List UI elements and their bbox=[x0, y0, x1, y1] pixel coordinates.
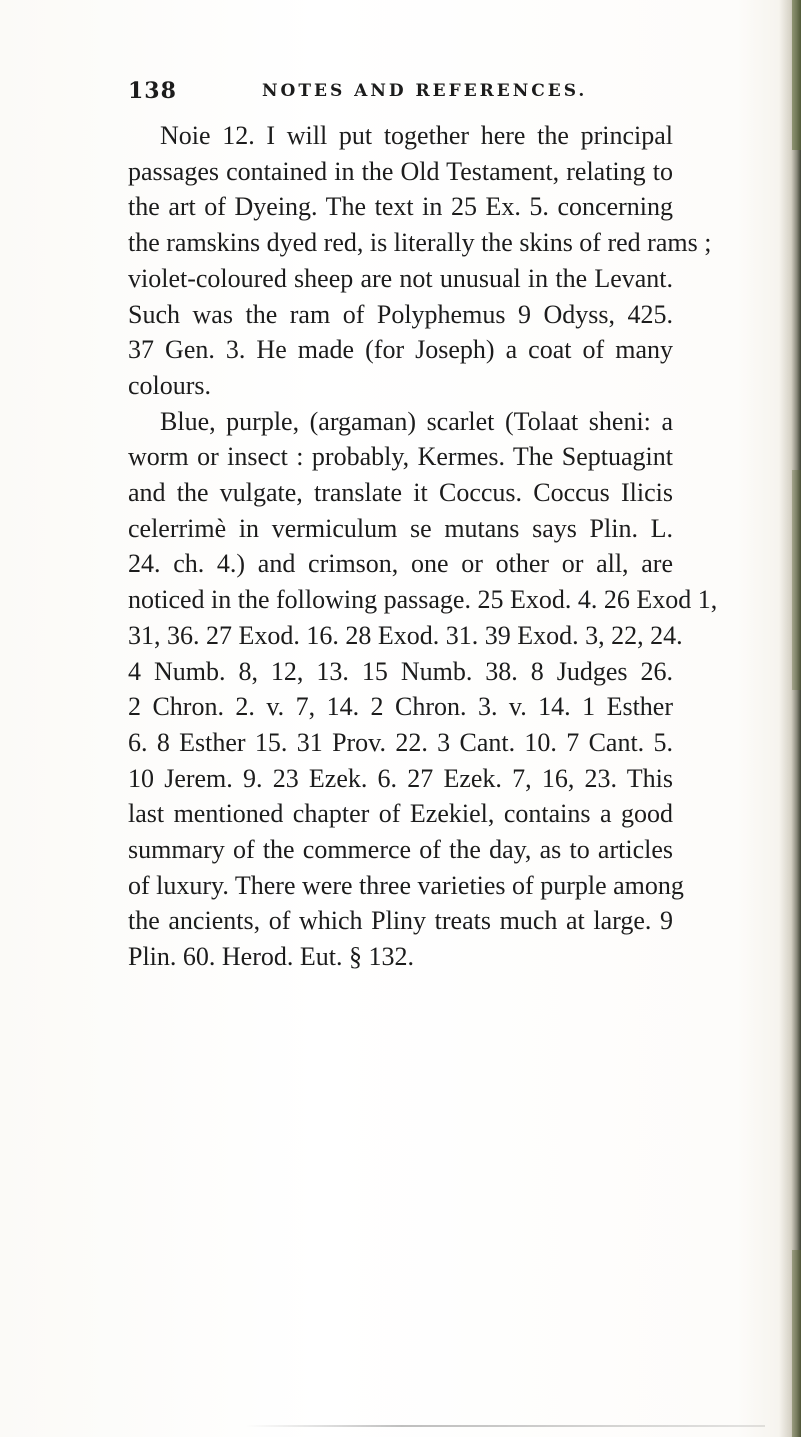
text-line: 31, 36. 27 Exod. 16. 28 Exod. 31. 39 Exod. 3, 22, 24. bbox=[128, 620, 683, 650]
text-line: and the vulgate, translate it Coccus. Coccus Ilicis bbox=[128, 478, 673, 508]
text-line: celerrimè in vermiculum se mutans says Plin. L. bbox=[128, 513, 673, 543]
text-line: the ramskins dyed red, is literally the skins of red rams ; bbox=[128, 228, 712, 258]
text-line: 10 Jerem. 9. 23 Ezek. 6. 27 Ezek. 7, 16, 23. This bbox=[128, 763, 673, 793]
text-line: 6. 8 Esther 15. 31 Prov. 22. 3 Cant. 10. 7 Cant. 5. bbox=[128, 727, 673, 757]
text-line: the ancients, of which Pliny treats much at large. 9 bbox=[128, 906, 673, 936]
text-line: summary of the commerce of the day, as to articles bbox=[128, 835, 673, 865]
page-edge-binding-top bbox=[792, 0, 801, 150]
text-line: the art of Dyeing. The text in 25 Ex. 5. concerning bbox=[128, 192, 673, 222]
text-line: 2 Chron. 2. v. 7, 14. 2 Chron. 3. v. 14. 1 Esther bbox=[128, 692, 673, 722]
running-head-title: NOTES AND REFERENCES. bbox=[262, 81, 588, 101]
page-edge-shadow bbox=[779, 0, 801, 1437]
text-line: 37 Gen. 3. He made (for Joseph) a coat of many bbox=[128, 335, 673, 365]
text-line: Noie 12. I will put together here the principal bbox=[160, 121, 673, 150]
text-line: last mentioned chapter of Ezekiel, contains a good bbox=[128, 799, 673, 829]
text-line: worm or insect : probably, Kermes. The Septuagint bbox=[128, 442, 673, 472]
page-edge-binding-middle bbox=[792, 470, 801, 690]
running-head bbox=[128, 78, 648, 108]
text-line: Blue, purple, (argaman) scarlet (Tolaat sheni: a bbox=[160, 406, 673, 436]
text-line: of luxury. There were three varieties of purple among bbox=[128, 870, 684, 900]
text-line: 24. ch. 4.) and crimson, one or other or all, are bbox=[128, 549, 673, 579]
text-line: violet-coloured sheep are not unusual in the Levant. bbox=[128, 263, 673, 293]
text-line: colours. bbox=[128, 370, 212, 400]
page-edge-binding-bottom bbox=[792, 1250, 801, 1437]
page-number: 138 bbox=[128, 78, 177, 104]
text-line: passages contained in the Old Testament, relating to bbox=[128, 156, 673, 186]
text-line: 4 Numb. 8, 12, 13. 15 Numb. 38. 8 Judges 26. bbox=[128, 656, 673, 686]
text-line: Such was the ram of Polyphemus 9 Odyss, 425. bbox=[128, 299, 673, 329]
text-line: Plin. 60. Herod. Eut. § 132. bbox=[128, 942, 414, 972]
note-body bbox=[128, 118, 718, 975]
page-bottom-smudge bbox=[245, 1425, 765, 1427]
text-line: noticed in the following passage. 25 Exod. 4. 26 Exod 1, bbox=[128, 585, 718, 615]
